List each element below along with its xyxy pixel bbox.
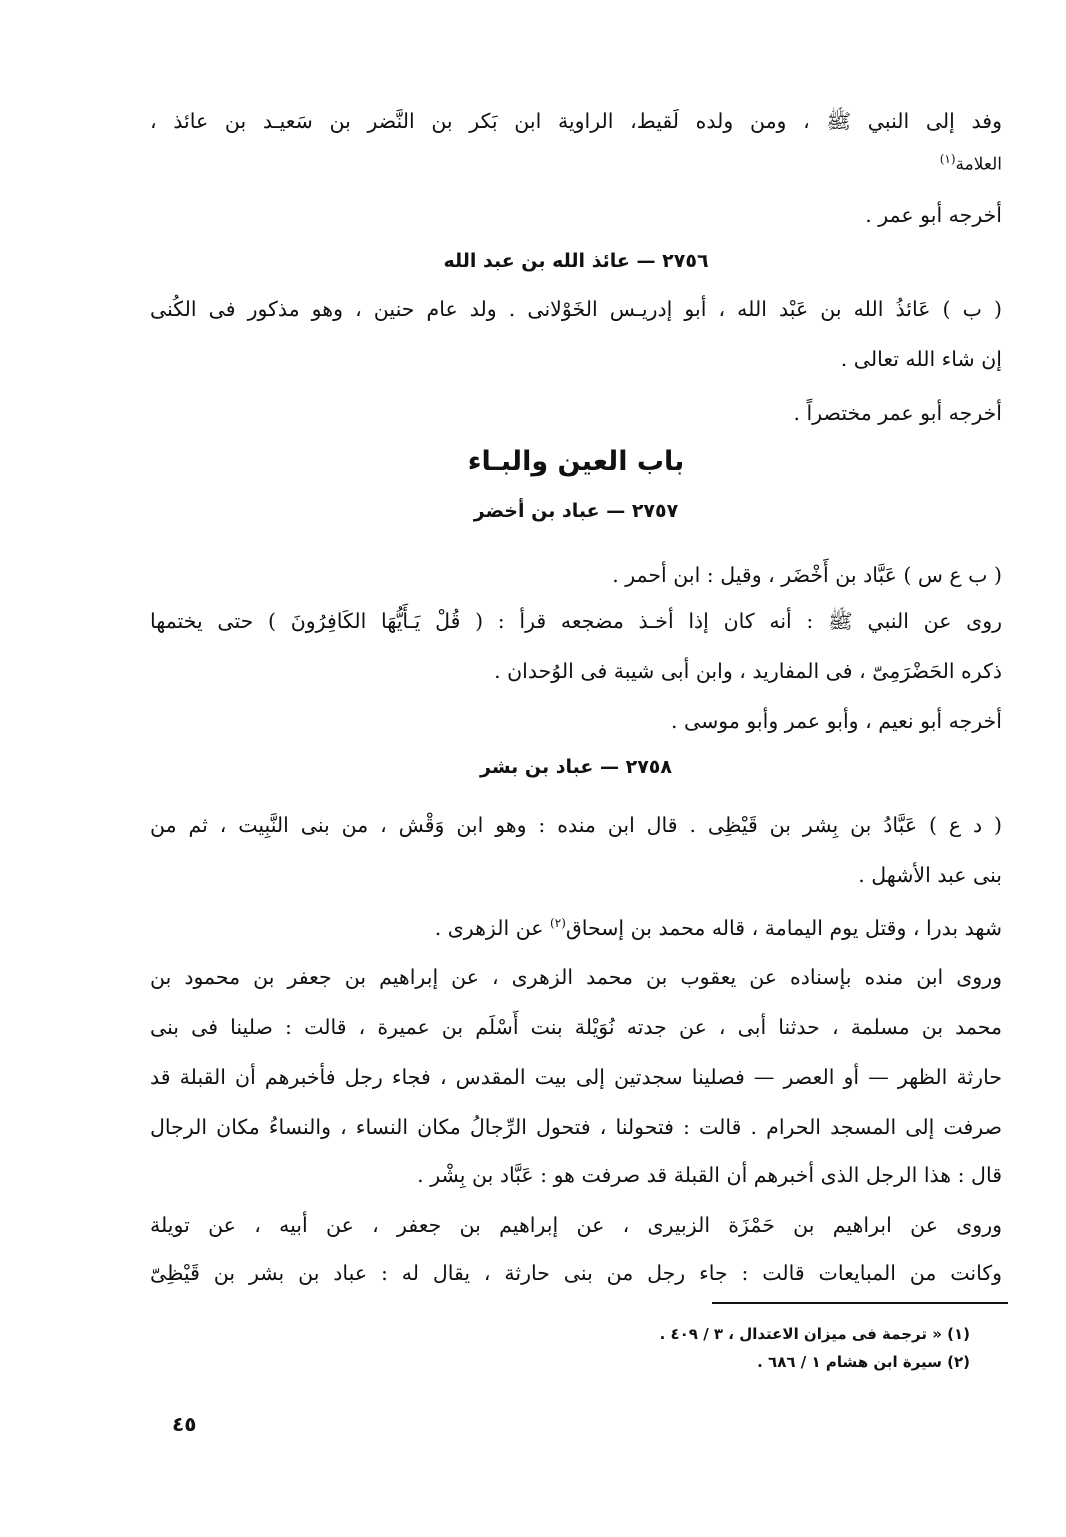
line-16: حارثة الظهر — أو العصر — فصلينا سجدتين إلى بيت المقدس ، فجاء رجل فأخبرهم أن القبلة قد [150, 1065, 1002, 1089]
line-13-end: عن الزهرى . [434, 915, 551, 940]
line-9: ذكره الحَضْرَمِىّ ، فى المفاريد ، وابن أبى شيبة فى الوُحدان . [494, 659, 1002, 683]
footnote-ref-2: (٢) [550, 916, 566, 930]
footnote-1: (١) « ترجمة فى ميزان الاعتدال ، ٣ / ٤٠٩ . [659, 1325, 970, 1343]
entry-heading-2756: ٢٧٥٦ — عائذ الله بن عبد الله [443, 250, 709, 272]
line-13-start: شهد بدرا ، وقتل يوم اليمامة ، قاله محمد بن إسحاق [565, 915, 1002, 940]
chapter-heading: باب العين والبـاء [467, 446, 685, 477]
line-8: روى عن النبي ﷺ : أنه كان إذا أخـذ مضجعه قرأ : ( قُلْ يَـأَيُّهَا الكَافِرُونَ ) حتى يختمها [150, 609, 1002, 633]
line-10: أخرجه أبو نعيم ، وأبو عمر وأبو موسى . [670, 709, 1002, 733]
footnotes [430, 1320, 970, 1376]
line-19: وروى عن ابراهيم بن حَمْزَة الزبيرى ، عن إبراهيم بن جعفر ، عن أبيه ، عن تويلة [150, 1213, 1002, 1237]
footnote-2: (٢) سيرة ابن هشام ١ / ٦٨٦ . [757, 1353, 970, 1371]
line-15: محمد بن مسلمة ، حدثنا أبى ، عن جدته نُوَيْلة بنت أَسْلَم بن عميرة ، قالت : صلينا فى بنى [150, 1015, 1002, 1039]
word-allama: العلامة [955, 154, 1002, 175]
line-3: أخرجه أبو عمر . [865, 203, 1002, 227]
page-number: ٤٥ [172, 1412, 197, 1436]
line-1: وفد إلى النبي ﷺ ، ومن ولده لَقيط، الراوية ابن بَكر بن النَّضر بن سَعيـد بن عائذ ، [150, 109, 1002, 133]
line-13 [150, 906, 1002, 945]
footnote-ref-1: (١) [939, 152, 956, 166]
line-12: بنى عبد الأشهل . [858, 863, 1002, 887]
entry-heading-2758: ٢٧٥٨ — عباد بن بشر [480, 756, 672, 778]
line-11: ( د ع ) عَبَّادُ بن بِشر بن قَيْظِى . قال ابن منده : وهو ابن وَقْش ، من بنى النَّبِيت ، ثم من [150, 813, 1002, 837]
line-14: وروى ابن منده بإسناده عن يعقوب بن محمد الزهرى ، عن إبراهيم بن جعفر بن محمود بن [150, 965, 1002, 989]
line-18: قال : هذا الرجل الذى أخبرهم أن القبلة قد صرفت هو : عَبَّاد بن بِشْر . [417, 1163, 1002, 1187]
line-4: ( ب ) عَائذُ الله بن عَبْد الله ، أبو إدريـس الخَوْلانى . ولد عام حنين ، وهو مذكور فى الكُنى [150, 297, 1002, 321]
line-5: إن شاء الله تعالى . [840, 347, 1002, 371]
line-6: أخرجه أبو عمر مختصراً . [793, 401, 1002, 425]
entry-heading-2757: ٢٧٥٧ — عباد بن أخضر [473, 500, 679, 522]
line-20: وكانت من المبايعات قالت : جاء رجل من بنى حارثة ، يقال له : عباد بن بشر بن قَيْظِىّ [150, 1261, 1002, 1285]
line-7: ( ب ع س ) عَبَّاد بن أَخْضَر ، وقيل : ابن أحمر . [612, 563, 1002, 587]
line-2 [150, 146, 1002, 178]
footnote-divider [712, 1302, 1008, 1304]
line-17: صرفت إلى المسجد الحرام . قالت : فتحولنا ، فتحول الرِّجالُ مكان النساء ، والنساءُ مكان الرجال [150, 1115, 1002, 1139]
